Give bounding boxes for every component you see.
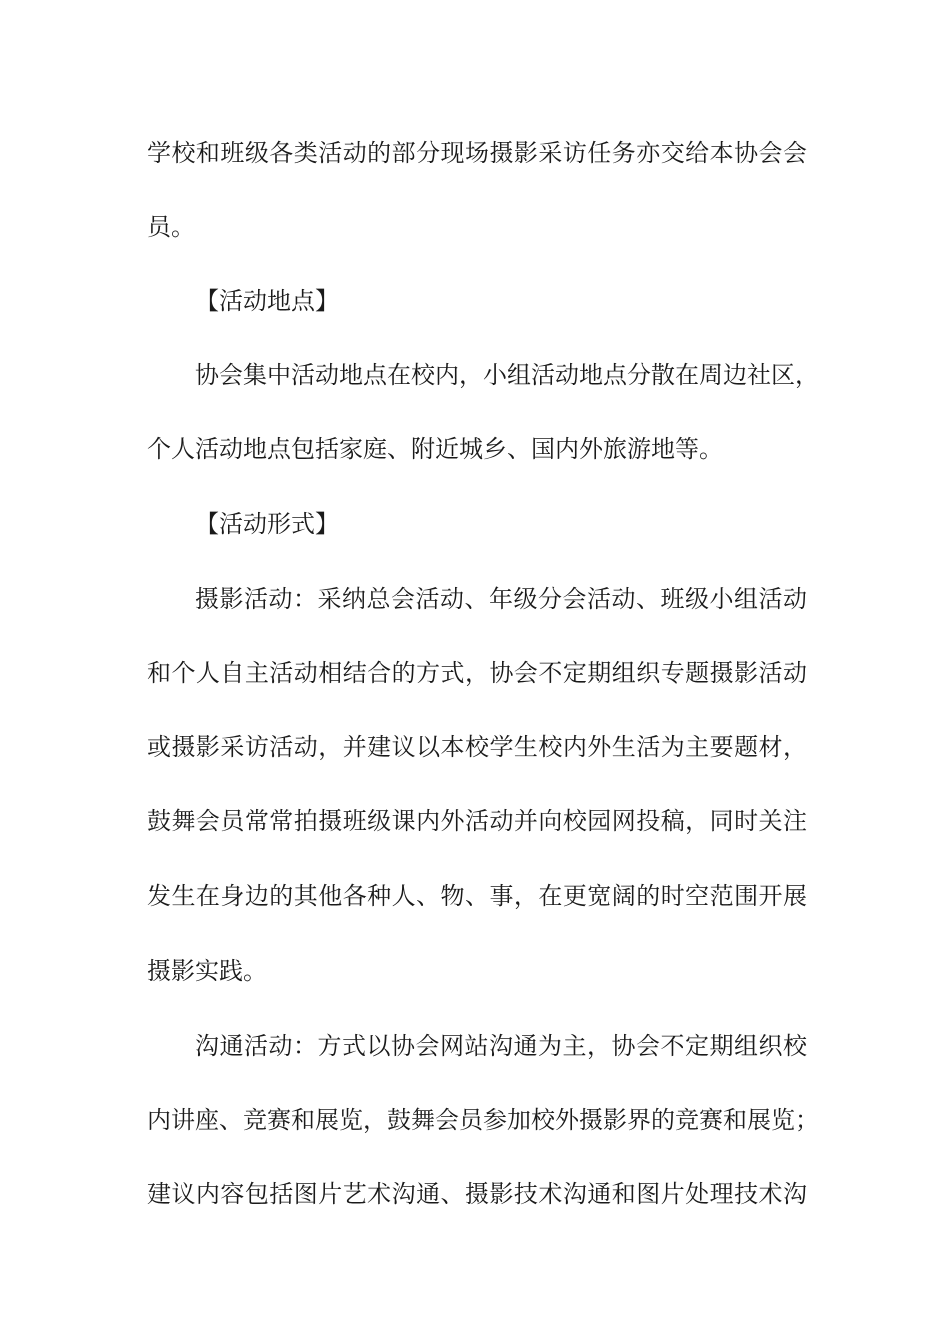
paragraph-line: 协会集中活动地点在校内，小组活动地点分散在周边社区，: [195, 361, 819, 389]
paragraph-line: 或摄影采访活动，并建议以本校学生校内外生活为主要题材，: [147, 733, 807, 761]
section-heading-location: 【活动地点】: [195, 287, 339, 315]
paragraph-line: 摄影实践。: [147, 957, 267, 985]
paragraph-line: 个人活动地点包括家庭、附近城乡、国内外旅游地等。: [147, 435, 723, 463]
paragraph-line: 沟通活动：方式以协会网站沟通为主，协会不定期组织校: [195, 1032, 807, 1060]
paragraph-line: 建议内容包括图片艺术沟通、摄影技术沟通和图片处理技术沟: [147, 1180, 807, 1208]
paragraph-line: 和个人自主活动相结合的方式，协会不定期组织专题摄影活动: [147, 659, 807, 687]
section-heading-format: 【活动形式】: [195, 510, 339, 538]
paragraph-line: 摄影活动：采纳总会活动、年级分会活动、班级小组活动: [195, 585, 807, 613]
paragraph-line: 员。: [147, 213, 195, 241]
paragraph-line: 发生在身边的其他各种人、物、事，在更宽阔的时空范围开展: [147, 882, 807, 910]
paragraph-line: 鼓舞会员常常拍摄班级课内外活动并向校园网投稿，同时关注: [147, 807, 807, 835]
paragraph-line: 内讲座、竞赛和展览，鼓舞会员参加校外摄影界的竞赛和展览；: [147, 1106, 819, 1134]
paragraph-line: 学校和班级各类活动的部分现场摄影采访任务亦交给本协会会: [147, 139, 807, 167]
